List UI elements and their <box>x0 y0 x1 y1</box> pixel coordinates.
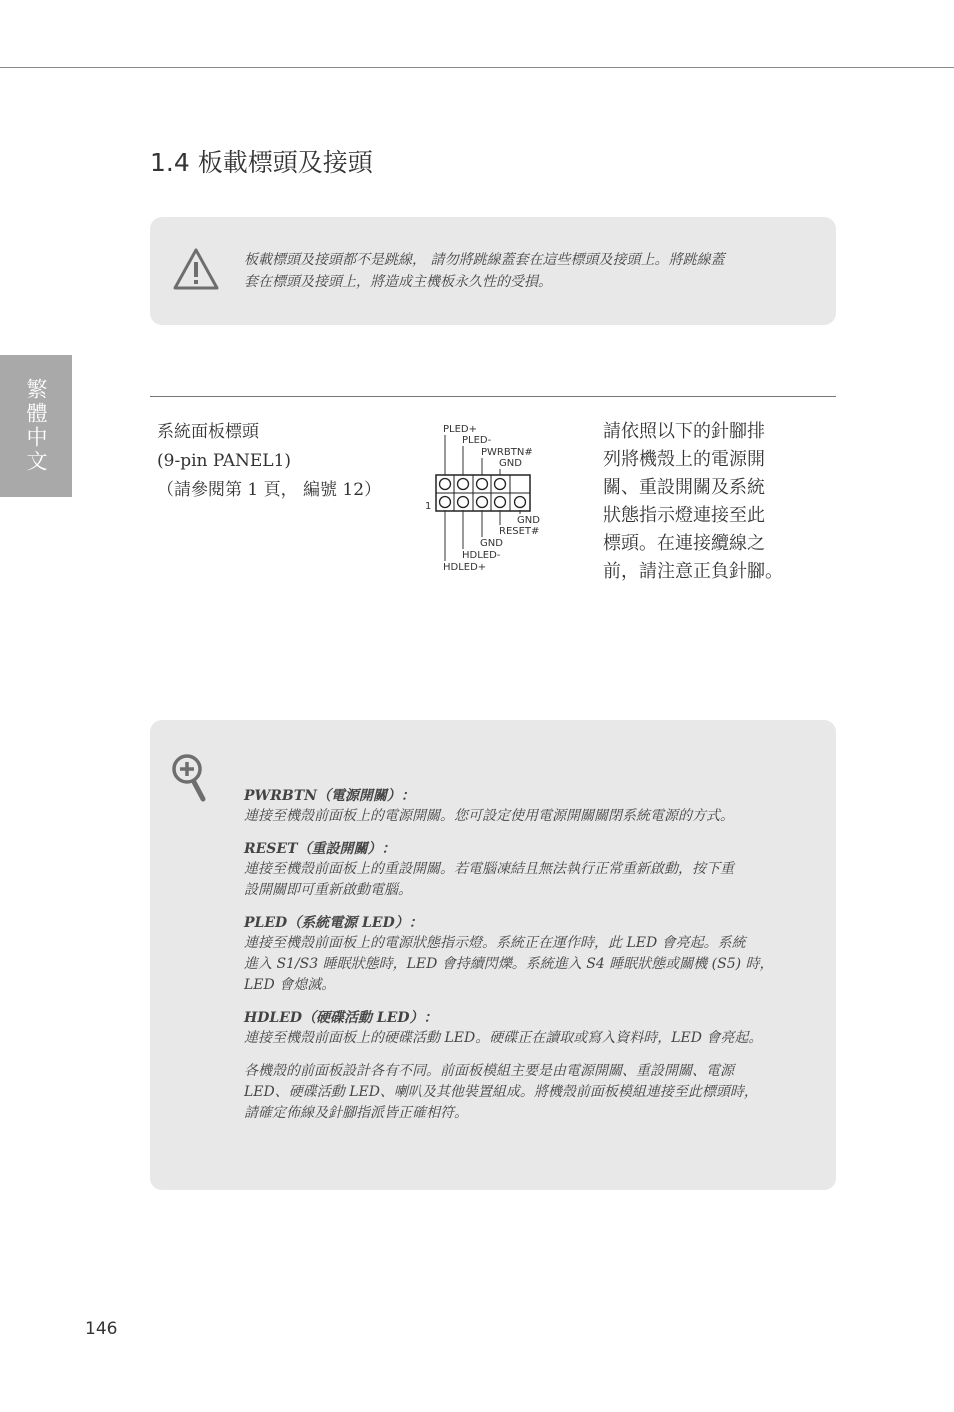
note-item-reset <box>244 839 774 901</box>
note-line: 設開關即可重新啟動電腦。 <box>244 882 412 898</box>
note-line: 連接至機殼前面板上的電源狀態指示燈。系統正在運作時，此 LED 會亮起。系統 <box>244 935 746 951</box>
section-rule <box>150 396 836 397</box>
note-line: 請確定佈線及針腳指派皆正確相符。 <box>244 1105 468 1121</box>
note-list <box>244 786 774 1124</box>
note-body <box>244 859 774 901</box>
pin-label-hdled-plus: HDLED+ <box>443 562 487 573</box>
note-line: 各機殼的前面板設計各有不同。前面板模組主要是由電源開關、重設開關、電源 <box>244 1063 734 1079</box>
side-tab-label: 繁體中文 <box>24 378 48 474</box>
description-line: 標頭。在連接纜線之 <box>603 533 765 554</box>
note-title: RESET（重設開關）： <box>244 841 396 857</box>
page-number: 146 <box>85 1319 118 1339</box>
description-line: 請依照以下的針腳排 <box>603 421 765 442</box>
note-title: PWRBTN（電源開關）： <box>244 788 415 804</box>
note-box <box>150 720 836 1190</box>
note-title: PLED（系統電源 LED）： <box>244 915 423 931</box>
warning-box <box>150 217 836 325</box>
section-title: 1.4 板載標頭及接頭 <box>150 148 373 177</box>
note-line: LED 會熄滅。 <box>244 977 336 993</box>
magnifier-plus-icon <box>170 752 210 804</box>
note-line: 進入 S1/S3 睡眠狀態時，LED 會持續閃爍。系統進入 S4 睡眠狀態或關機 (S5) 時， <box>244 956 774 972</box>
pin-label-pled-minus: PLED- <box>462 435 492 446</box>
pin-label-hdled-minus: HDLED- <box>462 550 501 561</box>
note-body <box>244 1028 774 1049</box>
note-item-hdled <box>244 1008 774 1049</box>
pin-label-reset: RESET# <box>499 526 540 537</box>
note-body <box>244 933 774 996</box>
warning-line: 套在標頭及接頭上，將造成主機板永久性的受損。 <box>244 274 552 290</box>
note-body <box>244 806 774 827</box>
description-line: 狀態指示燈連接至此 <box>603 505 765 526</box>
warning-text <box>244 249 804 293</box>
header-description <box>603 418 783 586</box>
note-closing-paragraph <box>244 1061 774 1124</box>
description-line: 關、重設開關及系統 <box>603 477 765 498</box>
description-line: 前，請注意正負針腳。 <box>603 561 783 582</box>
pin-one-marker: 1 <box>425 501 432 512</box>
warning-triangle-icon <box>172 247 220 291</box>
pin-label-pled-plus: PLED+ <box>443 424 477 435</box>
note-line: LED、硬碟活動 LED、喇叭及其他裝置組成。將機殼前面板模組連接至此標頭時， <box>244 1084 758 1100</box>
language-side-tab <box>0 355 72 497</box>
pin-label-gnd-right: GND <box>517 515 540 526</box>
header-info <box>157 418 381 505</box>
top-rule <box>0 67 954 68</box>
pin-label-pwrbtn: PWRBTN# <box>481 447 533 458</box>
note-item-pled <box>244 913 774 996</box>
note-line: 連接至機殼前面板上的電源開關。您可設定使用電源開關關閉系統電源的方式。 <box>244 808 734 824</box>
header-pins: (9-pin PANEL1) <box>157 451 292 471</box>
pin-label-gnd-bottom: GND <box>480 538 503 549</box>
pin-label-gnd-top: GND <box>499 458 522 469</box>
note-line: 連接至機殼前面板上的硬碟活動 LED。硬碟正在讀取或寫入資料時，LED 會亮起。 <box>244 1030 763 1046</box>
header-name: 系統面板標頭 <box>157 422 259 442</box>
note-line: 連接至機殼前面板上的重設開關。若電腦凍結且無法執行正常重新啟動，按下重 <box>244 861 734 877</box>
panel-pin-diagram <box>420 418 560 578</box>
description-line: 列將機殼上的電源開 <box>603 449 765 470</box>
header-page-ref: （請參閱第 1 頁， 編號 12） <box>157 480 382 500</box>
note-item-pwrbtn <box>244 786 774 827</box>
warning-line: 板載標頭及接頭都不是跳線， 請勿將跳線蓋套在這些標頭及接頭上。將跳線蓋 <box>244 252 725 268</box>
note-title: HDLED（硬碟活動 LED）： <box>244 1010 438 1026</box>
